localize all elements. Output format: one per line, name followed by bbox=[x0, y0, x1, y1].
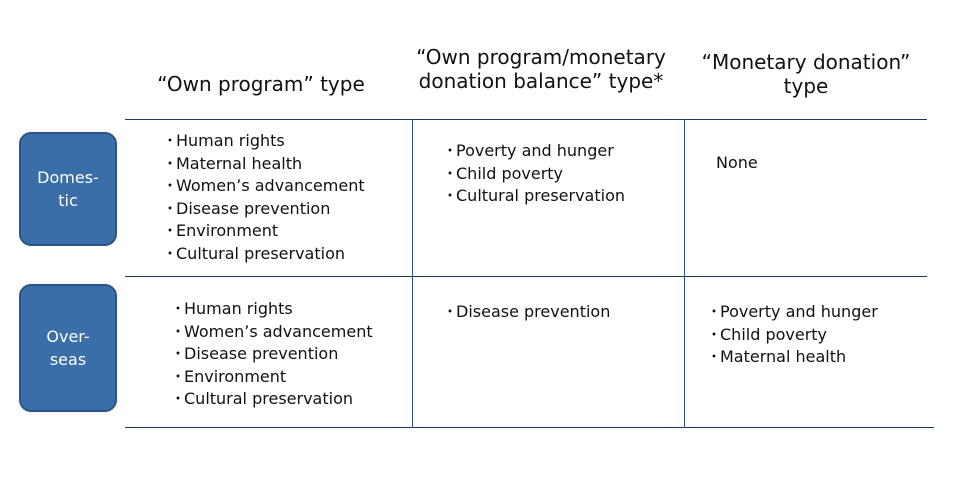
row-label-overseas bbox=[19, 284, 117, 412]
row-label-domestic-line-2: tic bbox=[58, 191, 78, 210]
list-item: ・ Women’s advancement bbox=[162, 175, 365, 198]
header-own-program-line-1: “Own program” type bbox=[157, 72, 365, 96]
row-label-overseas-line-1: Over- bbox=[46, 327, 90, 346]
list-item: ・ Poverty and hunger bbox=[442, 140, 625, 163]
header-balance-line-2: donation balance” type* bbox=[418, 69, 664, 93]
list-item: ・ Maternal health bbox=[162, 153, 365, 176]
list-item: ・ Human rights bbox=[162, 130, 365, 153]
list-item: ・ Disease prevention bbox=[442, 301, 610, 324]
rule-middle bbox=[125, 276, 927, 277]
domestic-balance-list bbox=[442, 140, 625, 208]
rule-top bbox=[125, 119, 927, 120]
row-label-domestic bbox=[19, 132, 117, 246]
header-balance bbox=[400, 45, 682, 93]
row-label-domestic-line-1: Domes- bbox=[37, 168, 99, 187]
list-item: ・ Human rights bbox=[170, 298, 373, 321]
list-item: ・ Child poverty bbox=[442, 163, 625, 186]
rule-bottom bbox=[125, 427, 934, 428]
overseas-monetary-list bbox=[706, 301, 878, 369]
header-balance-line-1: “Own program/monetary bbox=[416, 45, 666, 69]
list-item: ・ Child poverty bbox=[706, 324, 878, 347]
header-monetary bbox=[690, 50, 922, 98]
list-item: ・ Cultural preservation bbox=[162, 243, 365, 266]
overseas-own-program-list bbox=[170, 298, 373, 411]
domestic-monetary-none: None bbox=[716, 153, 758, 172]
row-label-overseas-line-2: seas bbox=[49, 350, 87, 369]
header-monetary-line-2: type bbox=[783, 74, 829, 98]
header-own-program bbox=[130, 72, 392, 96]
list-item: ・ Environment bbox=[170, 366, 373, 389]
rule-vertical-1 bbox=[412, 119, 413, 428]
domestic-own-program-list bbox=[162, 130, 365, 265]
list-item: ・ Maternal health bbox=[706, 346, 878, 369]
overseas-balance-list bbox=[442, 301, 610, 324]
list-item: ・ Disease prevention bbox=[162, 198, 365, 221]
list-item: ・ Environment bbox=[162, 220, 365, 243]
list-item: ・ Disease prevention bbox=[170, 343, 373, 366]
list-item: ・ Women’s advancement bbox=[170, 321, 373, 344]
list-item: ・ Cultural preservation bbox=[170, 388, 373, 411]
list-item: ・ Cultural preservation bbox=[442, 185, 625, 208]
rule-vertical-2 bbox=[684, 119, 685, 428]
header-monetary-line-1: “Monetary donation” bbox=[701, 50, 911, 74]
list-item: ・ Poverty and hunger bbox=[706, 301, 878, 324]
